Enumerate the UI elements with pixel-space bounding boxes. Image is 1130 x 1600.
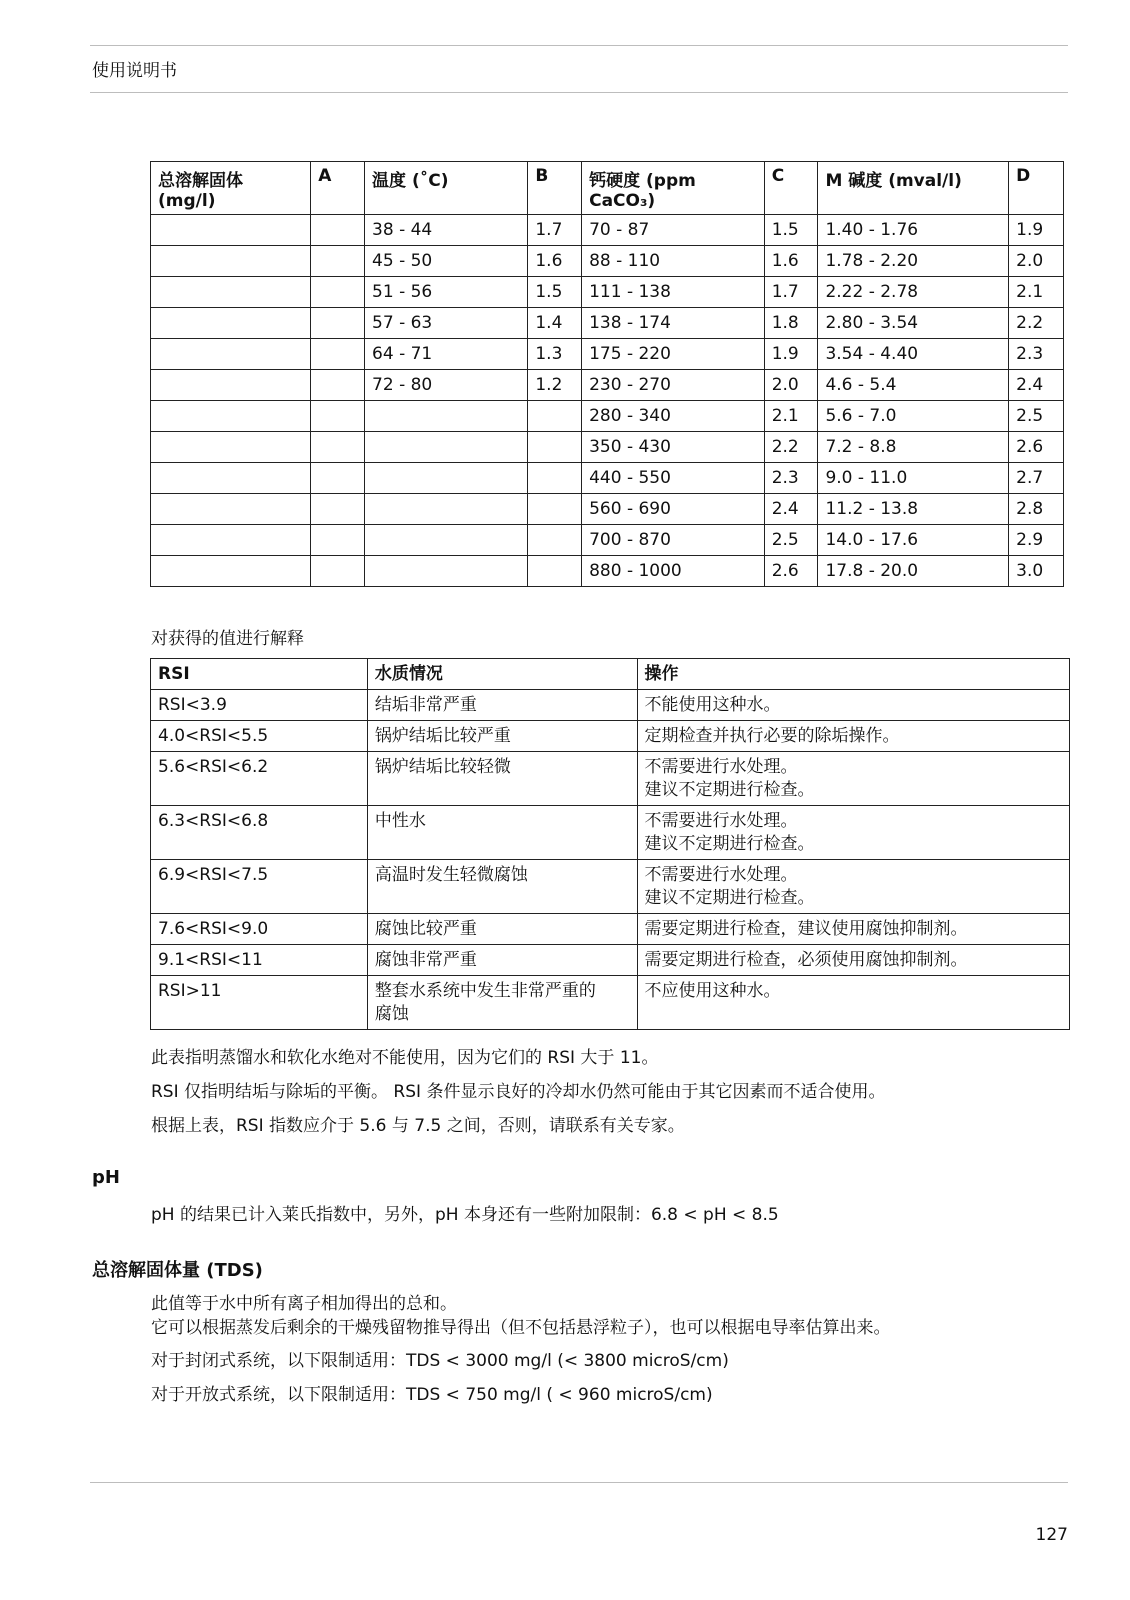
cell-m-alkalinity: 9.0 - 11.0 — [818, 463, 1009, 494]
cell-a — [311, 463, 365, 494]
cell-tds — [151, 463, 311, 494]
cell-c: 1.9 — [764, 339, 818, 370]
table-row — [151, 860, 1070, 914]
header-cell-a: A — [311, 162, 365, 215]
table-row — [151, 432, 1064, 463]
cell-water-quality: 整套水系统中发生非常严重的 腐蚀 — [367, 976, 637, 1030]
cell-tds — [151, 370, 311, 401]
table-row — [151, 277, 1064, 308]
cell-rsi-range: RSI>11 — [151, 976, 368, 1030]
cell-a — [311, 494, 365, 525]
header-cell-c: C — [764, 162, 818, 215]
cell-calcium-hardness: 350 - 430 — [582, 432, 765, 463]
cell-c: 2.1 — [764, 401, 818, 432]
coefficient-table-body — [151, 215, 1064, 587]
cell-a — [311, 339, 365, 370]
table-row — [151, 806, 1070, 860]
table-row — [151, 752, 1070, 806]
cell-tds — [151, 525, 311, 556]
cell-temperature — [365, 494, 528, 525]
cell-m-alkalinity: 1.78 - 2.20 — [818, 246, 1009, 277]
cell-a — [311, 277, 365, 308]
cell-a — [311, 401, 365, 432]
table-row — [151, 494, 1064, 525]
cell-calcium-hardness: 138 - 174 — [582, 308, 765, 339]
cell-d: 2.0 — [1009, 246, 1064, 277]
cell-temperature: 38 - 44 — [365, 215, 528, 246]
cell-d: 2.3 — [1009, 339, 1064, 370]
cell-action: 不需要进行水处理。 建议不定期进行检查。 — [637, 752, 1069, 806]
table-row — [151, 976, 1070, 1030]
cell-m-alkalinity: 4.6 - 5.4 — [818, 370, 1009, 401]
cell-calcium-hardness: 280 - 340 — [582, 401, 765, 432]
header-cell-tds: 总溶解固体 (mg/l) — [151, 162, 311, 215]
tds-line-1: 此值等于水中所有离子相加得出的总和。 — [151, 1294, 457, 1314]
table-row — [151, 463, 1064, 494]
cell-d: 2.6 — [1009, 432, 1064, 463]
cell-m-alkalinity: 2.22 - 2.78 — [818, 277, 1009, 308]
cell-water-quality: 锅炉结垢比较轻微 — [367, 752, 637, 806]
cell-action: 不应使用这种水。 — [637, 976, 1069, 1030]
cell-rsi-range: 9.1<RSI<11 — [151, 945, 368, 976]
ph-heading: pH — [92, 1167, 120, 1188]
table-header-row — [151, 162, 1064, 215]
cell-action: 不需要进行水处理。 建议不定期进行检查。 — [637, 806, 1069, 860]
footer-rule — [90, 1482, 1068, 1483]
cell-m-alkalinity: 1.40 - 1.76 — [818, 215, 1009, 246]
cell-m-alkalinity: 3.54 - 4.40 — [818, 339, 1009, 370]
cell-b: 1.5 — [528, 277, 582, 308]
cell-action: 不能使用这种水。 — [637, 690, 1069, 721]
note-rsi-range: 根据上表，RSI 指数应介于 5.6 与 7.5 之间，否则，请联系有关专家。 — [151, 1116, 685, 1136]
cell-b — [528, 463, 582, 494]
table-row — [151, 690, 1070, 721]
table-row — [151, 401, 1064, 432]
cell-d: 2.7 — [1009, 463, 1064, 494]
cell-m-alkalinity: 5.6 - 7.0 — [818, 401, 1009, 432]
cell-b: 1.2 — [528, 370, 582, 401]
page-number: 127 — [1035, 1525, 1068, 1545]
cell-action: 不需要进行水处理。 建议不定期进行检查。 — [637, 860, 1069, 914]
cell-temperature: 45 - 50 — [365, 246, 528, 277]
cell-a — [311, 308, 365, 339]
table-row — [151, 525, 1064, 556]
cell-d: 2.8 — [1009, 494, 1064, 525]
cell-d: 2.9 — [1009, 525, 1064, 556]
rsi-table-body — [151, 690, 1070, 1030]
cell-rsi-range: 4.0<RSI<5.5 — [151, 721, 368, 752]
coefficient-table — [150, 161, 1064, 587]
cell-temperature: 72 - 80 — [365, 370, 528, 401]
cell-d: 2.4 — [1009, 370, 1064, 401]
table-header-row — [151, 659, 1070, 690]
note-rsi-balance: RSI 仅指明结垢与除垢的平衡。 RSI 条件显示良好的冷却水仍然可能由于其它因素而不适合使用。 — [151, 1082, 886, 1102]
header-cell-action: 操作 — [637, 659, 1069, 690]
header-cell-calcium-hardness: 钙硬度 (ppm CaCO₃) — [582, 162, 765, 215]
cell-action: 需要定期进行检查，必须使用腐蚀抑制剂。 — [637, 945, 1069, 976]
cell-c: 1.5 — [764, 215, 818, 246]
cell-action: 需要定期进行检查，建议使用腐蚀抑制剂。 — [637, 914, 1069, 945]
cell-b — [528, 525, 582, 556]
cell-water-quality: 结垢非常严重 — [367, 690, 637, 721]
rsi-table — [150, 658, 1070, 1030]
cell-calcium-hardness: 111 - 138 — [582, 277, 765, 308]
cell-a — [311, 432, 365, 463]
ph-text: pH 的结果已计入莱氏指数中，另外，pH 本身还有一些附加限制：6.8 < pH < 8.5 — [151, 1205, 779, 1225]
cell-b: 1.7 — [528, 215, 582, 246]
cell-a — [311, 215, 365, 246]
cell-c: 2.0 — [764, 370, 818, 401]
cell-calcium-hardness: 560 - 690 — [582, 494, 765, 525]
header-cell-rsi: RSI — [151, 659, 368, 690]
cell-temperature — [365, 401, 528, 432]
note-distilled-water: 此表指明蒸馏水和软化水绝对不能使用，因为它们的 RSI 大于 11。 — [151, 1048, 659, 1068]
cell-d: 1.9 — [1009, 215, 1064, 246]
cell-c: 2.3 — [764, 463, 818, 494]
cell-d: 2.1 — [1009, 277, 1064, 308]
cell-tds — [151, 339, 311, 370]
cell-d: 2.5 — [1009, 401, 1064, 432]
table-row — [151, 339, 1064, 370]
cell-tds — [151, 494, 311, 525]
cell-temperature: 51 - 56 — [365, 277, 528, 308]
cell-a — [311, 556, 365, 587]
cell-m-alkalinity: 7.2 - 8.8 — [818, 432, 1009, 463]
cell-tds — [151, 246, 311, 277]
cell-calcium-hardness: 700 - 870 — [582, 525, 765, 556]
header-title: 使用说明书 — [92, 61, 177, 81]
cell-b — [528, 556, 582, 587]
tds-closed-system: 对于封闭式系统，以下限制适用：TDS < 3000 mg/l (< 3800 microS/cm) — [151, 1351, 729, 1371]
cell-b: 1.4 — [528, 308, 582, 339]
cell-calcium-hardness: 880 - 1000 — [582, 556, 765, 587]
cell-m-alkalinity: 17.8 - 20.0 — [818, 556, 1009, 587]
cell-water-quality: 腐蚀比较严重 — [367, 914, 637, 945]
cell-water-quality: 腐蚀非常严重 — [367, 945, 637, 976]
header-cell-m-alkalinity: M 碱度 (mval/l) — [818, 162, 1009, 215]
table-row — [151, 370, 1064, 401]
cell-b: 1.6 — [528, 246, 582, 277]
cell-tds — [151, 556, 311, 587]
cell-b — [528, 432, 582, 463]
cell-water-quality: 锅炉结垢比较严重 — [367, 721, 637, 752]
header-bottom-rule — [90, 92, 1068, 93]
cell-temperature — [365, 556, 528, 587]
cell-calcium-hardness: 88 - 110 — [582, 246, 765, 277]
cell-c: 2.6 — [764, 556, 818, 587]
cell-a — [311, 246, 365, 277]
cell-d: 2.2 — [1009, 308, 1064, 339]
cell-calcium-hardness: 70 - 87 — [582, 215, 765, 246]
cell-d: 3.0 — [1009, 556, 1064, 587]
table-row — [151, 945, 1070, 976]
cell-m-alkalinity: 14.0 - 17.6 — [818, 525, 1009, 556]
cell-rsi-range: 7.6<RSI<9.0 — [151, 914, 368, 945]
header-cell-water-quality: 水质情况 — [367, 659, 637, 690]
cell-c: 2.5 — [764, 525, 818, 556]
cell-a — [311, 525, 365, 556]
cell-c: 1.7 — [764, 277, 818, 308]
table-row — [151, 246, 1064, 277]
cell-temperature — [365, 432, 528, 463]
cell-calcium-hardness: 230 - 270 — [582, 370, 765, 401]
cell-m-alkalinity: 11.2 - 13.8 — [818, 494, 1009, 525]
cell-temperature: 64 - 71 — [365, 339, 528, 370]
cell-a — [311, 370, 365, 401]
cell-c: 1.8 — [764, 308, 818, 339]
cell-c: 2.4 — [764, 494, 818, 525]
cell-tds — [151, 401, 311, 432]
cell-tds — [151, 308, 311, 339]
cell-calcium-hardness: 175 - 220 — [582, 339, 765, 370]
tds-heading: 总溶解固体量 (TDS) — [92, 1260, 263, 1281]
cell-tds — [151, 215, 311, 246]
interpretation-caption: 对获得的值进行解释 — [151, 629, 304, 649]
table-row — [151, 556, 1064, 587]
cell-rsi-range: 6.9<RSI<7.5 — [151, 860, 368, 914]
header-cell-temperature: 温度 (˚C) — [365, 162, 528, 215]
tds-open-system: 对于开放式系统，以下限制适用：TDS < 750 mg/l ( < 960 microS/cm) — [151, 1385, 713, 1405]
cell-tds — [151, 432, 311, 463]
cell-water-quality: 中性水 — [367, 806, 637, 860]
cell-water-quality: 高温时发生轻微腐蚀 — [367, 860, 637, 914]
table-row — [151, 914, 1070, 945]
cell-m-alkalinity: 2.80 - 3.54 — [818, 308, 1009, 339]
header-top-rule — [90, 45, 1068, 46]
header-cell-b: B — [528, 162, 582, 215]
cell-tds — [151, 277, 311, 308]
cell-calcium-hardness: 440 - 550 — [582, 463, 765, 494]
cell-temperature — [365, 463, 528, 494]
cell-b — [528, 401, 582, 432]
cell-action: 定期检查并执行必要的除垢操作。 — [637, 721, 1069, 752]
cell-c: 2.2 — [764, 432, 818, 463]
table-row — [151, 721, 1070, 752]
cell-b — [528, 494, 582, 525]
cell-rsi-range: RSI<3.9 — [151, 690, 368, 721]
cell-temperature: 57 - 63 — [365, 308, 528, 339]
cell-rsi-range: 5.6<RSI<6.2 — [151, 752, 368, 806]
table-row — [151, 215, 1064, 246]
cell-b: 1.3 — [528, 339, 582, 370]
cell-c: 1.6 — [764, 246, 818, 277]
cell-rsi-range: 6.3<RSI<6.8 — [151, 806, 368, 860]
header-cell-d: D — [1009, 162, 1064, 215]
tds-line-2: 它可以根据蒸发后剩余的干燥残留物推导得出（但不包括悬浮粒子），也可以根据电导率估算出来。 — [151, 1318, 891, 1338]
table-row — [151, 308, 1064, 339]
cell-temperature — [365, 525, 528, 556]
